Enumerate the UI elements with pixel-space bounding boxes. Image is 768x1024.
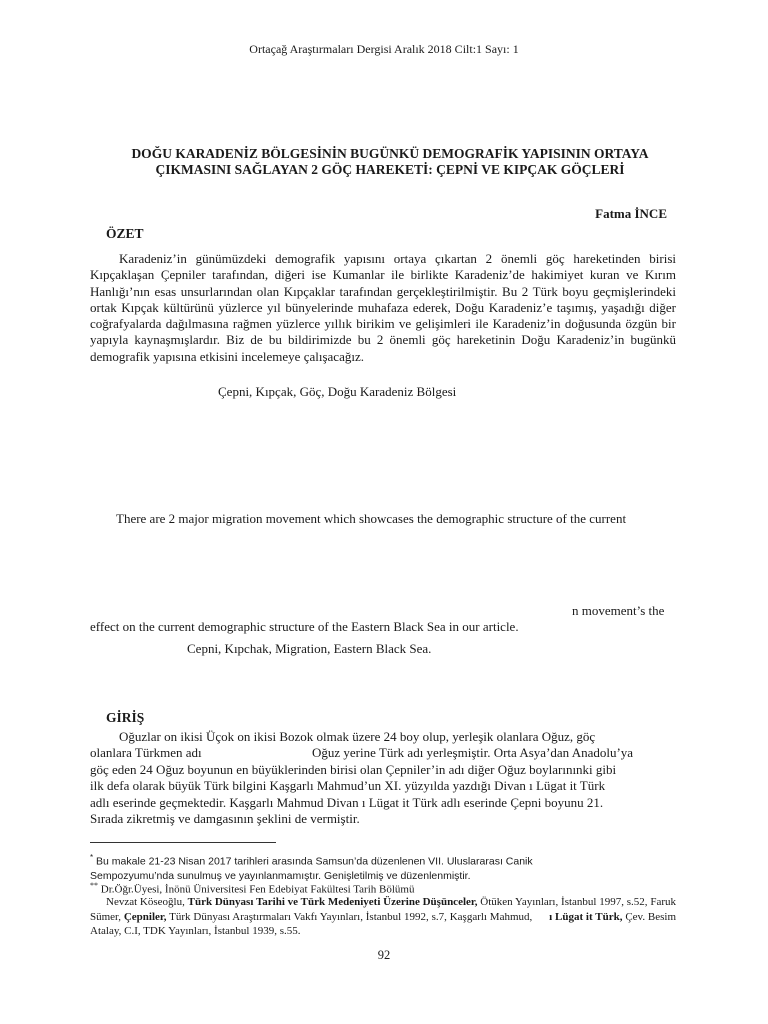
footnote-3-publisher: Ötüken Yayınları, [480,896,559,908]
giris-line: Sırada zikretmiş ve damgasının şeklini de vermiştir. [90,811,360,826]
author-name: Fatma İNCE [595,206,667,221]
article-title [90,146,690,178]
ozet-keywords: Çepni, Kıpçak, Göç, Doğu Karadeniz Bölgesi [218,384,457,399]
ozet-heading: ÖZET [106,226,144,241]
abstract-last-line: effect on the current demographic structure of the Eastern Black Sea in our article. [90,619,519,634]
page-number: 92 [377,948,391,962]
footnote-3-book-title-2: Çepniler, [123,910,167,923]
giris-line: adlı eserinde geçmektedir. Kaşgarlı Mahmud Divan ı Lügat it Türk adlı eserinde Çepni boyunu 21. [90,794,604,810]
footnote-1-mark: * [90,853,94,862]
footnote-separator [90,842,276,843]
footnote-1-line-1: Bu makale 21-23 Nisan 2017 tarihleri arasında Samsun’da düzenlenen VII. Uluslararası Canik [96,855,533,868]
footnote-1 [90,851,680,883]
giris-line: ilk defa olarak büyük Türk bilgini Kaşgarlı Mahmud’un XI. yüzyılda yazdığı Divan ı Lügat it Türk [90,778,606,793]
title-line-2: ÇIKMASINI SAĞLAYAN 2 GÖÇ HAREKETİ: ÇEPNİ VE KIPÇAK GÖÇLERİ [155,162,625,177]
footnote-3-author: Nevzat Köseoğlu, [106,896,185,908]
footnote-1-line-2: Sempozyumu’nda sunulmuş ve yayınlanmamıştır. Genişletilmiş ve düzenlenmiştir. [90,869,471,882]
footnote-3-ref-2: İstanbul 1997, s.52, Faruk Sümer, [90,896,676,923]
footnote-2-text: Dr.Öğr.Üyesi, İnönü Üniversitesi Fen Edebiyat Fakültesi Tarih Bölümü [100,883,415,896]
footnote-3-book-title-3: ı Lügat it Türk, [549,910,623,923]
footnote-3-author-3: Kaşgarlı Mahmud, [449,910,533,923]
title-line-1: DOĞU KARADENİZ BÖLGESİNİN BUGÜNKÜ DEMOGRAFİK YAPISININ ORTAYA [131,146,649,161]
abstract-line-1: There are 2 major migration movement which showcases the demographic structure of the current [116,511,627,526]
giris-line: göç eden 24 Oğuz boyunun en büyüklerinden birisi olan Çepniler’in adı diğer Oğuz boylarınınki gibi [90,761,617,777]
footnote-3-publisher-3: Çev. Besim Atalay, C.I, TDK Yayınları, İstanbul 1939, s.55. [90,910,677,937]
footnote-3-publisher-2: Türk Dünyası Araştırmaları Vakfı Yayınları, İstanbul 1992, s.7, [169,910,447,923]
running-header: Ortaçağ Araştırmaları Dergisi Aralık 2018 Cilt:1 Sayı: 1 [249,42,519,56]
giris-line: Oğuzlar on ikisi Üçok on ikisi Bozok olmak üzere 24 boy olup, yerleşik olanlara Oğuz, göç [119,729,596,744]
ozet-paragraph [90,251,676,365]
ozet-text: Karadeniz’in günümüzdeki demografik yapısını ortaya çıkartan 2 önemli göç hareketinden birisi Kıpçaklaşan Çepniler tarafından, diğeri ise Kumanlar ile birlikte Karadeniz’de hakimiyet kuran ve Kırım Hanlığı’nın esas unsurlarından olan Kıpçaklar tarafından gerçekleştirilmiştir. Bu 2 Türk boyu geçmişlerindeki ortak Kıpçak kültürünü yüzlerce yıl bünyelerinde muhafaza ederek, Doğu Karadeniz’e taşımış, yaşadığı diğer coğrafyalarda dağılmasına rağmen yüzlerce yıllık birikim ve gelişimleri ile Karadeniz’in doğusunda özgün bir yapıyla kaynaşmışlardır. Biz de bu bildirimizde bu 2 önemli göç hareketinin Doğu Karadeniz’in bugünkü demografik yapısına etkisini incelemeye çalışacağız. [90,251,676,364]
giris-line: Oğuz yerine Türk adı yerleşmiştir. Orta Asya’dan Anadolu’ya [312,745,634,760]
giris-line: olanlara Türkmen adı [90,745,202,760]
footnote-3 [90,895,676,939]
abstract-keywords: Cepni, Kıpchak, Migration, Eastern Black Sea. [187,641,432,656]
footnote-3-book-title: Türk Dünyası Tarihi ve Türk Medeniyeti Üzerine Düşünceler, [187,896,478,908]
giris-heading: GİRİŞ [106,710,145,725]
footnote-2-mark: ** [90,881,98,890]
abstract-fragment: n movement’s the [572,603,665,618]
